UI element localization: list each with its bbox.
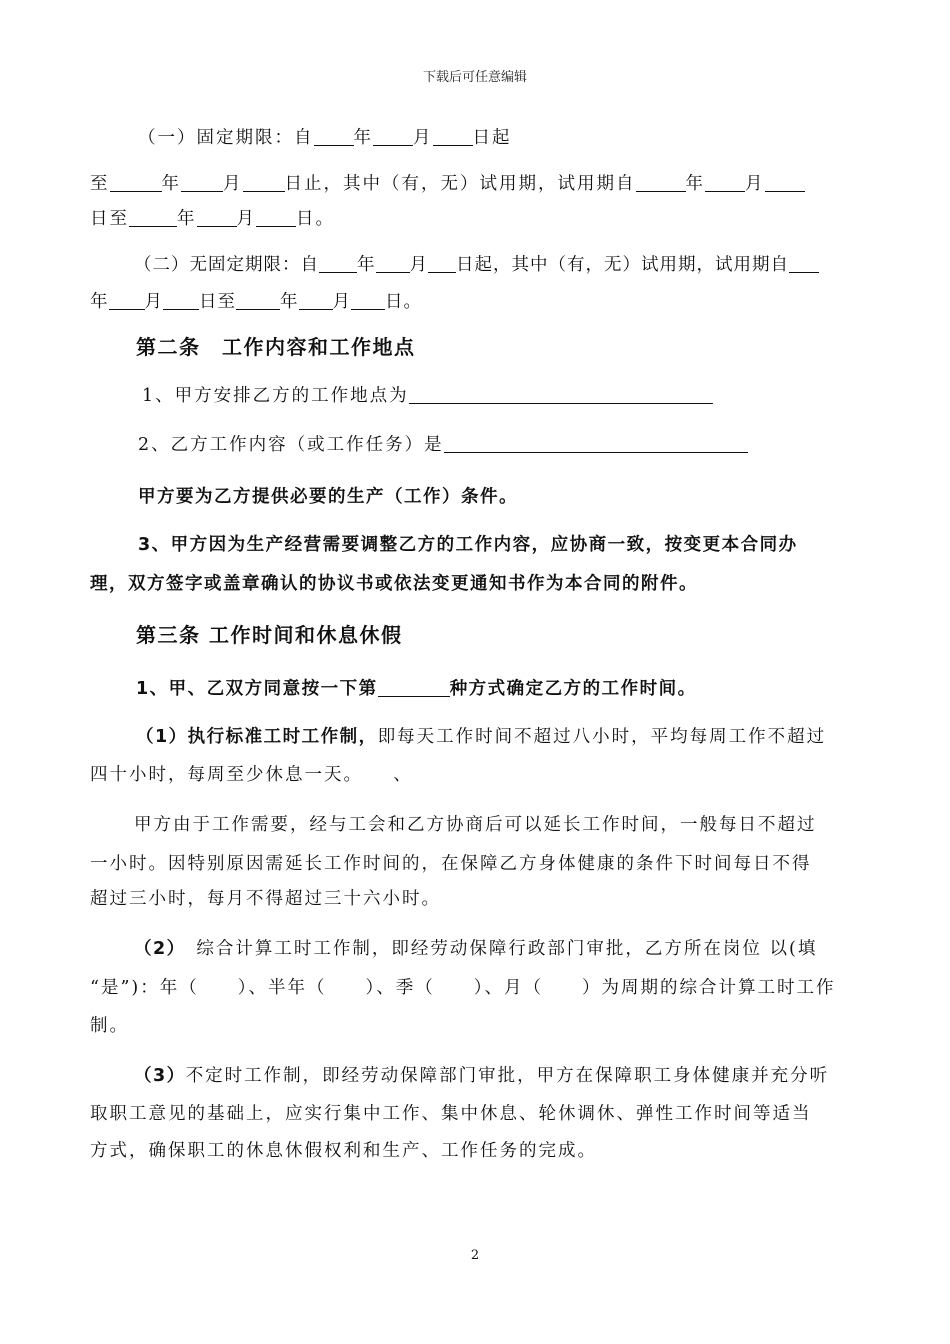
text: 1、甲、乙双方同意按一下第 — [136, 679, 378, 699]
text: （1）执行标准工时工作制， — [136, 727, 378, 747]
blank — [428, 254, 456, 273]
flexible-hours-line-2: 取职工意见的基础上，应实行集中工作、集中休息、轮休调休、弹性工作时间等适当 — [90, 1104, 812, 1124]
text: 年 — [685, 174, 705, 194]
blank — [197, 208, 237, 227]
text: （3） — [134, 1066, 186, 1086]
text: 日至 — [90, 209, 129, 229]
blank — [351, 291, 385, 310]
article-3-title: 第三条 工作时间和休息休假 — [136, 623, 403, 647]
text: 月 — [409, 255, 428, 275]
blank — [243, 173, 285, 192]
flexible-hours-line-3: 方式，确保职工的休息休假权利和生产、工作任务的完成。 — [90, 1141, 597, 1161]
blank — [409, 385, 713, 404]
fixed-term-line-1 — [138, 124, 512, 149]
text: 日起 — [472, 128, 512, 148]
overtime-line-1: 甲方由于工作需要，经与工会和乙方协商后可以延长工作时间，一般每日不超过 — [134, 815, 817, 835]
text: 月 — [236, 209, 256, 229]
text: 月 — [413, 128, 433, 148]
blank — [256, 208, 296, 227]
article-2-title: 第二条 工作内容和工作地点 — [136, 335, 416, 359]
text: 年 — [177, 209, 197, 229]
comprehensive-hours-line-3: 制。 — [90, 1016, 129, 1036]
overtime-line-3: 超过三小时，每月不得超过三十六小时。 — [90, 889, 441, 909]
text: 年 — [161, 174, 181, 194]
open-term-line-2 — [90, 288, 422, 313]
text: 月 — [332, 292, 351, 312]
text: （一）固定期限：自 — [138, 128, 314, 148]
blank — [765, 173, 805, 192]
page-number: 2 — [470, 1248, 480, 1263]
blank — [433, 127, 473, 146]
blank — [163, 291, 199, 310]
blank — [319, 254, 357, 273]
text: 不定时工作制，即经劳动保障部门审批，甲方在保障职工身体健康并充分听 — [185, 1066, 830, 1086]
blank — [110, 173, 162, 192]
comprehensive-hours-line-1 — [134, 935, 817, 960]
article-2-item-3-line-1: 3、甲方因为生产经营需要调整乙方的工作内容，应协商一致，按变更本合同办 — [138, 535, 798, 555]
text: 种方式确定乙方的工作时间。 — [449, 679, 697, 699]
blank — [314, 127, 354, 146]
text: 日起，其中（有，无）试用期，试用期自 — [456, 255, 789, 275]
text: 2、乙方工作内容（或工作任务）是 — [138, 435, 444, 455]
text: 年 — [280, 292, 299, 312]
blank — [705, 173, 745, 192]
text: 月 — [745, 174, 765, 194]
text: 年 — [357, 255, 376, 275]
overtime-line-2: 一小时。因特别原因需延长工作时间的，在保障乙方身体健康的条件下时间每日不得 — [90, 854, 812, 874]
text: （二）无固定期限：自 — [134, 255, 319, 275]
text: 日至 — [199, 292, 236, 312]
text: 月 — [223, 174, 243, 194]
text: 日。 — [296, 209, 335, 229]
article-3-item-1 — [136, 675, 697, 700]
article-2-item-3-line-2: 理，双方签字或盖章确认的协议书或依法变更通知书作为本合同的附件。 — [90, 574, 698, 594]
text: 年 — [353, 128, 373, 148]
standard-hours-line-1 — [136, 723, 826, 748]
blank — [181, 173, 223, 192]
text: 综合计算工时工作制，即经劳动保障行政部门审批，乙方所在岗位 以(填 — [176, 939, 818, 959]
blank — [636, 173, 686, 192]
blank — [129, 208, 177, 227]
text: （2） — [134, 939, 177, 959]
blank — [299, 291, 333, 310]
text: 至 — [90, 174, 110, 194]
comprehensive-hours-line-2: “是”)：年（ ）、半年（ ）、季（ ）、月（ ）为周期的综合计算工时工作 — [90, 978, 836, 998]
text: 1、甲方安排乙方的工作地点为 — [142, 386, 409, 406]
open-term-line-1 — [134, 251, 819, 276]
blank — [376, 254, 410, 273]
article-2-note: 甲方要为乙方提供必要的生产（工作）条件。 — [138, 487, 518, 507]
text: 日。 — [385, 292, 422, 312]
text: 日止，其中（有，无）试用期，试用期自 — [284, 174, 636, 194]
page-header: 下载后可任意编辑 — [422, 70, 527, 85]
fixed-term-line-3 — [90, 205, 335, 230]
text: 即每天工作时间不超过八小时，平均每周工作不超过 — [377, 727, 827, 747]
blank — [789, 254, 819, 273]
blank — [444, 434, 748, 453]
article-2-item-2 — [138, 431, 748, 456]
blank — [236, 291, 280, 310]
blank — [378, 678, 450, 697]
blank — [109, 291, 145, 310]
text: 月 — [144, 292, 163, 312]
fixed-term-line-2 — [90, 170, 805, 195]
article-2-item-1 — [142, 382, 713, 407]
standard-hours-line-2: 四十小时，每周至少休息一天。 、 — [90, 765, 413, 785]
blank — [373, 127, 413, 146]
flexible-hours-line-1 — [134, 1062, 829, 1087]
text: 年 — [90, 292, 109, 312]
